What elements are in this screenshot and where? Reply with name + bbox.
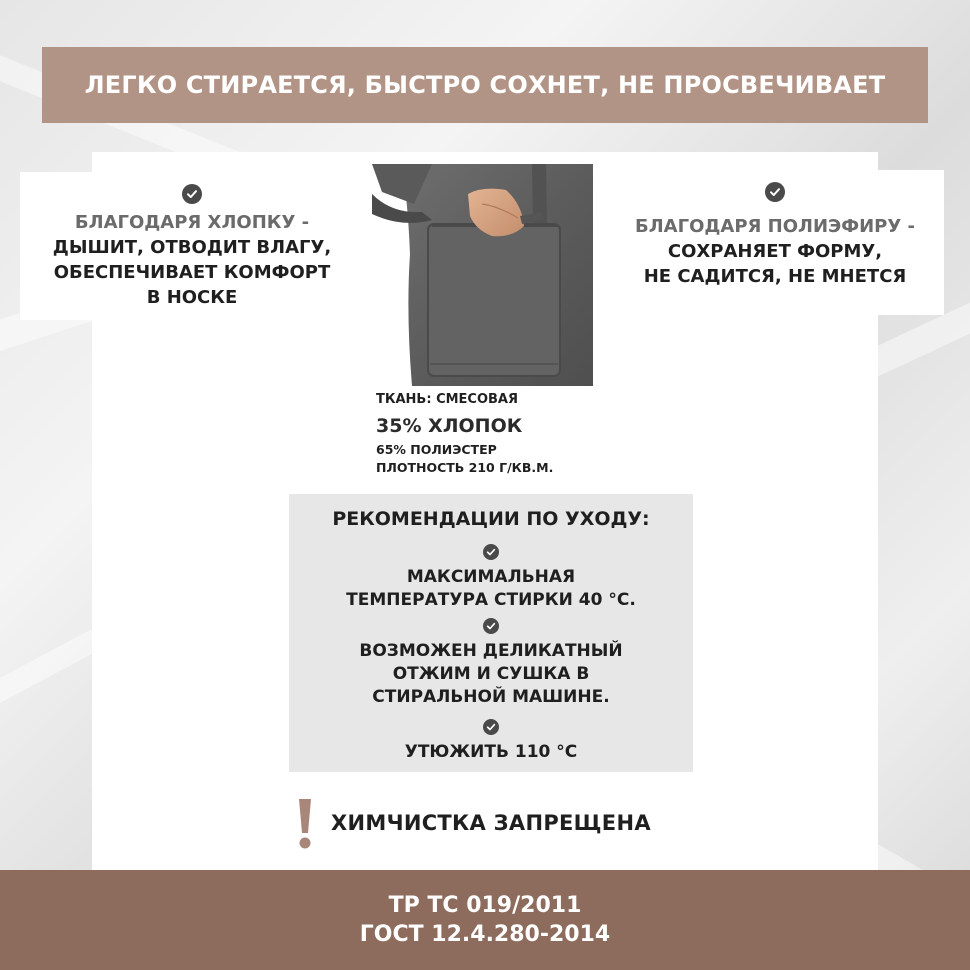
care-item-line: ВОЗМОЖЕН ДЕЛИКАТНЫЙ xyxy=(359,641,623,661)
top-banner xyxy=(42,47,928,123)
care-item-line: УТЮЖИТЬ 110 °С xyxy=(404,742,578,762)
cotton-benefit-line: ДЫШИТ, ОТВОДИТ ВЛАГУ, xyxy=(52,237,332,258)
polyester-benefit-line: НЕ САДИТСЯ, НЕ МНЕТСЯ xyxy=(643,266,907,287)
standard-line: ГОСТ 12.4.280-2014 xyxy=(359,922,611,947)
care-recommendations xyxy=(289,494,693,772)
cotton-benefit-line: В НОСКЕ xyxy=(146,287,238,308)
cotton-benefit-line: ОБЕСПЕЧИВАЕТ КОМФОРТ xyxy=(53,262,331,283)
banner-title: ЛЕГКО СТИРАЕТСЯ, БЫСТРО СОХНЕТ, НЕ ПРОСВЕЧИВАЕТ xyxy=(84,71,886,99)
garment-pocket-photo xyxy=(372,164,593,386)
polyester-benefit-line: СОХРАНЯЕТ ФОРМУ, xyxy=(667,241,883,262)
check-circle-icon xyxy=(483,719,499,735)
care-item-line: МАКСИМАЛЬНАЯ xyxy=(406,567,576,587)
bottom-banner xyxy=(0,870,970,970)
polyester-benefit-lead: БЛАГОДАРЯ ПОЛИЭФИРУ - xyxy=(635,216,915,237)
check-circle-icon xyxy=(483,544,499,560)
care-title: РЕКОМЕНДАЦИИ ПО УХОДУ: xyxy=(332,508,650,530)
fabric-composition xyxy=(376,392,616,477)
fabric-polyester-percent: 65% ПОЛИЭСТЕР xyxy=(376,442,497,457)
care-item-line: ОТЖИМ И СУШКА В xyxy=(392,664,590,684)
care-item-line: СТИРАЛЬНОЙ МАШИНЕ. xyxy=(372,687,610,707)
care-item-line: ТЕМПЕРАТУРА СТИРКИ 40 °С. xyxy=(346,590,636,610)
fabric-type: ТКАНЬ: СМЕСОВАЯ xyxy=(376,392,518,407)
warning-label: ХИМЧИСТКА ЗАПРЕЩЕНА xyxy=(331,811,651,835)
exclamation-icon xyxy=(275,793,335,853)
cotton-benefit-card xyxy=(20,172,364,320)
fabric-cotton-percent: 35% ХЛОПОК xyxy=(376,415,523,437)
cotton-benefit-lead: БЛАГОДАРЯ ХЛОПКУ - xyxy=(74,212,310,233)
dry-cleaning-warning xyxy=(270,782,707,864)
check-circle-icon xyxy=(182,184,202,204)
fabric-density: ПЛОТНОСТЬ 210 Г/КВ.М. xyxy=(376,460,554,475)
polyester-benefit-card xyxy=(606,170,944,315)
check-circle-icon xyxy=(483,618,499,634)
standard-line: ТР ТС 019/2011 xyxy=(388,893,582,918)
check-circle-icon xyxy=(765,182,785,202)
